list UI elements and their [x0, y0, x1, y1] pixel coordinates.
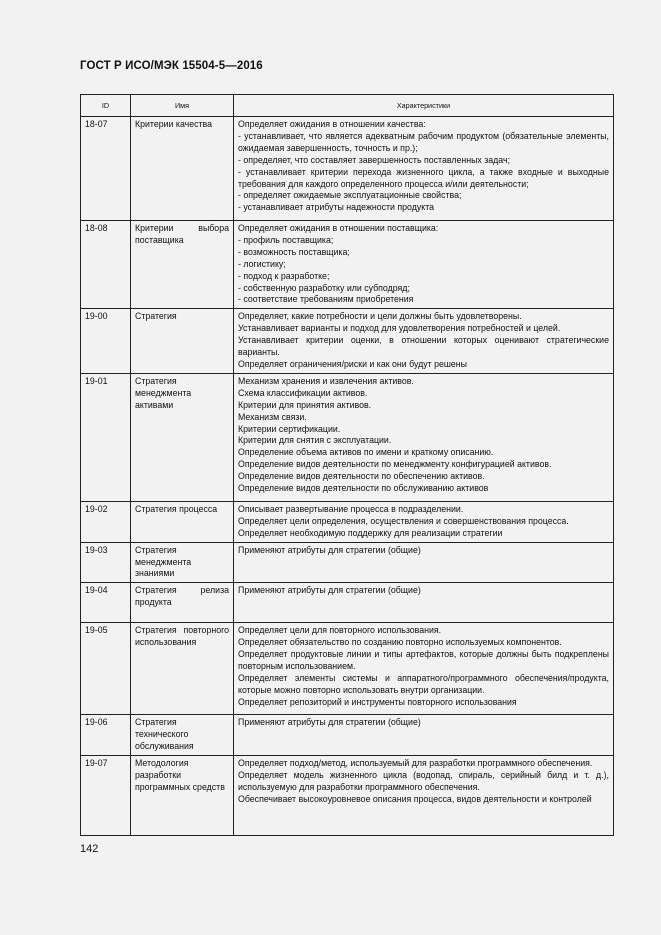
- characteristic-line: Определяет ожидания в отношении поставщика:: [238, 223, 439, 233]
- characteristic-line: - устанавливает критерии перехода жизненного цикла, а также входные и выходные требования для каждого определенного процесса и/или деятельности;: [238, 166, 609, 189]
- characteristic-line: Определяет продуктовые линии и типы артефактов, которые должны быть подкреплены повторным использованием.: [238, 649, 609, 672]
- row-name: Методология разработки программных средств: [131, 756, 234, 836]
- column-header-id: ID: [81, 95, 131, 117]
- row-name: Стратегия менеджмента знаниями: [131, 542, 234, 583]
- characteristic-line: Схема классификации активов.: [238, 387, 368, 398]
- row-name: Стратегия релиза продукта: [131, 583, 234, 623]
- row-characteristics: [234, 715, 614, 756]
- characteristic-line: - устанавливает, что является адекватным рабочим продуктом (обязательные элементы, ожидаемая завершенность, точность и пр.);: [238, 130, 609, 153]
- characteristic-line: Определение объема активов по имени и краткому описанию.: [238, 447, 494, 458]
- characteristic-line: - подход к разработке;: [238, 270, 330, 281]
- characteristic-line: Определяет, какие потребности и цели должны быть удовлетворены.: [238, 311, 522, 322]
- characteristic-line: Критерии для принятия активов.: [238, 399, 372, 410]
- characteristic-line: Определение видов деятельности по обслуживанию активов: [238, 483, 489, 494]
- characteristic-line: Определяет цели определения, осуществления и совершенствования процесса.: [238, 515, 569, 526]
- characteristic-line: Применяют атрибуты для стратегии (общие): [238, 717, 421, 728]
- row-characteristics: [234, 501, 614, 542]
- characteristic-line: - определяет ожидаемые эксплуатационные свойства;: [238, 190, 462, 201]
- table-row: [81, 373, 614, 501]
- table-header-row: [81, 95, 614, 117]
- row-characteristics: [234, 756, 614, 836]
- characteristic-line: Определяет необходимую поддержку для реализации стратегии: [238, 527, 503, 538]
- row-id: 19-02: [81, 501, 131, 542]
- characteristic-line: - профиль поставщика;: [238, 234, 334, 245]
- characteristics-table: [80, 94, 614, 836]
- characteristic-line: Критерии для снятия с эксплуатации.: [238, 435, 392, 446]
- table-row: [81, 309, 614, 374]
- characteristic-line: Устанавливает варианты и подход для удовлетворения потребностей и целей.: [238, 323, 561, 334]
- table-row: [81, 501, 614, 542]
- characteristic-line: Применяют атрибуты для стратегии (общие): [238, 585, 421, 596]
- row-id: 19-00: [81, 309, 131, 374]
- table-row: [81, 583, 614, 623]
- characteristic-line: - логистику;: [238, 258, 286, 269]
- table-row: [81, 117, 614, 221]
- table-row: [81, 715, 614, 756]
- characteristic-line: Механизм хранения и извлечения активов.: [238, 375, 414, 386]
- characteristic-line: Определяет подход/метод, используемый для разработки программного обеспечения.: [238, 758, 593, 769]
- characteristic-line: - возможность поставщика;: [238, 246, 350, 257]
- row-name: Стратегия технического обслуживания: [131, 715, 234, 756]
- characteristic-line: Определяет обязательство по созданию повторно используемых компонентов.: [238, 637, 562, 648]
- row-characteristics: [234, 583, 614, 623]
- table-row: [81, 756, 614, 836]
- characteristic-line: - собственную разработку или субподряд;: [238, 282, 410, 293]
- column-header-characteristics: Характеристики: [234, 95, 614, 117]
- characteristic-line: Определяет модель жизненного цикла (водопад, спираль, серийный билд и т. д.), используемую для разработки программного обеспечения.: [238, 769, 609, 792]
- row-name: Стратегия: [131, 309, 234, 374]
- characteristic-line: - устанавливает атрибуты надежности продукта: [238, 202, 435, 213]
- characteristic-line: Применяют атрибуты для стратегии (общие): [238, 544, 421, 555]
- characteristic-line: Устанавливает критерии оценки, в отношении которых оценивают стратегические варианты.: [238, 335, 609, 358]
- document-header: ГОСТ Р ИСО/МЭК 15504-5—2016: [80, 60, 263, 72]
- characteristic-line: - соответствие требованиям приобретения: [238, 294, 414, 305]
- characteristic-line: Определение видов деятельности по обеспечению активов.: [238, 471, 485, 482]
- characteristic-line: Критерии сертификации.: [238, 423, 341, 434]
- table-row: [81, 221, 614, 309]
- characteristic-line: Обеспечивает высокоуровневое описания процесса, видов деятельности и контролей: [238, 793, 592, 804]
- characteristic-line: Определяет ограничения/риски и как они будут решены: [238, 358, 467, 369]
- table-row: [81, 542, 614, 583]
- characteristic-line: Определение видов деятельности по менеджменту конфигурацией активов.: [238, 459, 552, 470]
- row-characteristics: [234, 542, 614, 583]
- characteristic-line: Описывает развертывание процесса в подразделении.: [238, 503, 464, 514]
- row-characteristics: [234, 221, 614, 309]
- row-characteristics: [234, 309, 614, 374]
- row-characteristics: [234, 623, 614, 715]
- characteristic-line: - определяет, что составляет завершенность поставленных задач;: [238, 154, 511, 165]
- row-name: Стратегия повторного использования: [131, 623, 234, 715]
- row-name: Стратегия менеджмента активами: [131, 373, 234, 501]
- characteristic-line: Определяет ожидания в отношении качества:: [238, 119, 426, 129]
- row-characteristics: [234, 373, 614, 501]
- row-id: 19-03: [81, 542, 131, 583]
- row-id: 18-07: [81, 117, 131, 221]
- row-id: 19-04: [81, 583, 131, 623]
- characteristic-line: Определяет элементы системы и аппаратного/программного обеспечения/продукта, которые можно повторно использовать внутри организации.: [238, 672, 609, 695]
- row-id: 19-07: [81, 756, 131, 836]
- characteristic-line: Определяет цели для повторного использования.: [238, 625, 442, 636]
- row-name: Критерии выбора поставщика: [131, 221, 234, 309]
- characteristic-line: Определяет репозиторий и инструменты повторного использования: [238, 696, 517, 707]
- page-number: 142: [80, 843, 99, 855]
- column-header-name: Имя: [131, 95, 234, 117]
- table-row: [81, 623, 614, 715]
- row-name: Критерии качества: [131, 117, 234, 221]
- row-name: Стратегия процесса: [131, 501, 234, 542]
- row-id: 19-01: [81, 373, 131, 501]
- characteristic-line: Механизм связи.: [238, 411, 307, 422]
- row-id: 19-05: [81, 623, 131, 715]
- row-characteristics: [234, 117, 614, 221]
- row-id: 19-06: [81, 715, 131, 756]
- row-id: 18-08: [81, 221, 131, 309]
